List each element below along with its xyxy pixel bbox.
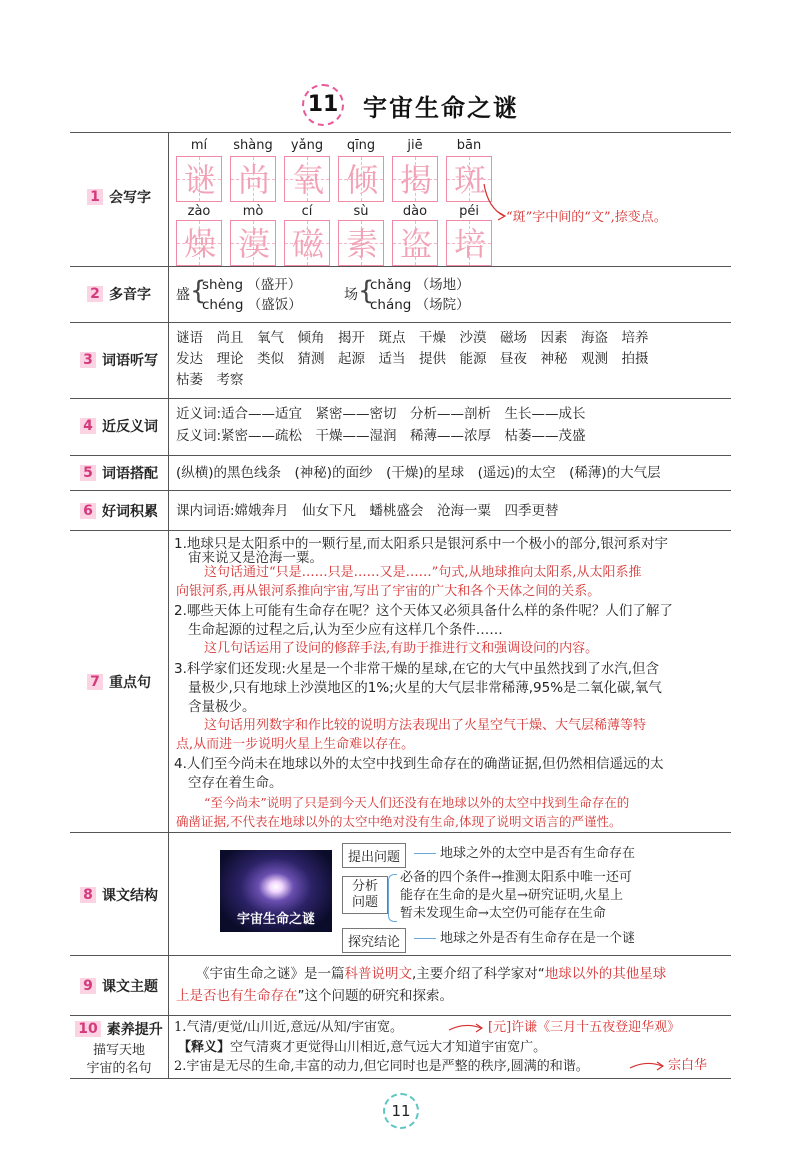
char-box (284, 156, 330, 202)
section-number: 9 (80, 978, 96, 994)
meaning-tag: 【释义】 (178, 1040, 231, 1055)
row-divider (70, 322, 731, 323)
key-sentence: 宙来说又是沧海一粟。 (188, 550, 323, 566)
pinyin: qīng (346, 138, 376, 153)
key-sentence: 1.地球只是太阳系中的一颗行星,而太阳系只是银河系中一个极小的部分,银河系对宇 (174, 536, 668, 552)
analysis-note: 这几句话运用了设问的修辞手法,有助于推进行文和强调设问的内容。 (204, 641, 599, 656)
analysis-note: 向银河系,再从银河系推向宇宙,写出了宇宙的广大和各个天体之间的关系。 (176, 584, 601, 599)
section-title: 词语搭配 (102, 466, 158, 482)
connector-line (414, 938, 436, 939)
char-box (392, 220, 438, 266)
theme-text: ,主要介绍了科学家对“ (412, 966, 545, 982)
section-10-label (70, 1019, 168, 1039)
quote: 2.宇宙是无尽的生命,丰富的动力,但它同时也是严整的秩序,圆满的和谐。 (174, 1059, 589, 1074)
section-title: 好词积累 (102, 504, 158, 520)
good-words: 课内词语:嫦娥奔月 仙女下凡 蟠桃盛会 沧海一粟 四季更替 (176, 503, 559, 519)
section-5-label (70, 461, 168, 485)
reading: chéng （盛饭） (202, 297, 302, 313)
lesson-number: 11 (302, 84, 344, 126)
quote-source: [元]许谦《三月十五夜登迎华观》 (488, 1020, 681, 1035)
analysis-note: 这句话通过“只是……只是……又是……”句式,从地球推向太阳系,从太阳系推 (204, 565, 642, 580)
section-8-label (70, 883, 168, 907)
char: 倾 (345, 161, 378, 199)
connector-line (414, 853, 436, 854)
section-number: 5 (80, 465, 96, 481)
box-line: 问题 (351, 895, 378, 910)
structure-text: 地球之外的太空中是否有生命存在 (440, 846, 636, 861)
section-number: 7 (87, 674, 103, 690)
structure-text: 能存在生命的是火星→研究证明,火星上 (400, 888, 624, 903)
section-title: 课文结构 (102, 888, 158, 904)
pinyin: mò (242, 204, 264, 219)
section-1-label (70, 185, 168, 209)
structure-box: 探究结论 (342, 928, 406, 953)
section-title: 词语听写 (102, 353, 158, 369)
section-title: 素养提升 (106, 1022, 163, 1038)
word-line: 谜语 尚且 氧气 倾角 揭开 斑点 干燥 沙漠 磁场 因素 海盗 培养 (176, 330, 649, 346)
page-number: 11 (383, 1093, 419, 1129)
key-sentence: 生命起源的过程之后,认为至少应有这样几个条件…… (188, 622, 503, 638)
quote-meaning (178, 1038, 546, 1058)
section-number: 1 (87, 189, 103, 205)
word-line: 发达 理论 类似 猜测 起源 适当 提供 能源 昼夜 神秘 观测 拍摄 (176, 351, 649, 367)
brace-icon: { (358, 276, 375, 306)
row-divider (70, 490, 731, 491)
char: 揭 (399, 161, 432, 199)
theme-text: 《宇宙生命之谜》是一篇 (196, 966, 345, 982)
char: 燥 (183, 225, 216, 263)
pinyin: mí (190, 138, 208, 153)
pinyin: dào (402, 204, 428, 219)
antonyms: 反义词:紧密——疏松 干燥——湿润 稀薄——浓厚 枯萎——茂盛 (176, 428, 586, 444)
section-6-label (70, 499, 168, 523)
char-box (176, 156, 222, 202)
section-title: 近反义词 (102, 419, 158, 435)
pinyin: cí (301, 204, 313, 219)
row-divider (70, 398, 731, 399)
arrow-icon (447, 1022, 485, 1034)
section-9-label (70, 974, 168, 998)
char: 培 (453, 225, 486, 263)
char-box (446, 156, 492, 202)
pinyin: yǎng (290, 138, 324, 153)
analysis-note: “至今尚未”说明了只是到今天人们还没有在地球以外的太空中找到生命存在的 (204, 795, 630, 810)
section-number: 2 (87, 286, 103, 302)
box-line: 分析 (351, 879, 378, 894)
row-divider (70, 832, 731, 833)
pinyin: bān (456, 138, 482, 153)
char-box (284, 220, 330, 266)
image-caption: 宇宙生命之谜 (236, 912, 315, 927)
lesson-title: 宇宙生命之谜 (363, 94, 519, 122)
section-number: 4 (80, 418, 96, 434)
char-box (176, 220, 222, 266)
key-sentence: 空存在着生命。 (188, 775, 283, 791)
analysis-note: 确凿证据,不代表在地球以外的太空中绝对没有生命,体现了说明文语言的严谨性。 (176, 814, 622, 829)
char: 斑 (453, 161, 486, 199)
char: 磁 (291, 225, 324, 263)
char-box (230, 156, 276, 202)
key-sentence: 3.科学家们还发现:火星是一个非常干燥的星球,在它的大气中虽然找到了水汽,但含 (174, 661, 660, 677)
theme-highlight: 上是否也有生命存在 (176, 988, 298, 1004)
quote-source: 宗白华 (668, 1058, 708, 1073)
structure-text: 必备的四个条件→推测太阳系中唯一还可 (400, 870, 632, 885)
column-divider (168, 132, 169, 1078)
key-sentence: 4.人们至今尚未在地球以外的太空中找到生命存在的确凿证据,但仍然相信遥远的太 (174, 756, 664, 772)
char-box (446, 220, 492, 266)
reading: shèng （盛开） (202, 277, 302, 293)
pinyin: péi (459, 204, 479, 219)
char: 尚 (237, 161, 270, 199)
structure-text: 暂未发现生命→太空仍可能存在生命 (400, 906, 606, 921)
bracket-icon (388, 874, 397, 922)
structure-box: 提出问题 (342, 843, 406, 868)
section-3-label (70, 348, 168, 372)
row-divider (70, 530, 731, 531)
row-divider (70, 955, 731, 956)
synonyms: 近义词:适合——适宜 紧密——密切 分析——剖析 生长——成长 (176, 406, 586, 422)
theme-highlight: 科普说明文 (344, 966, 412, 982)
arrow-icon (628, 1060, 666, 1072)
section-4-label (70, 414, 168, 438)
pinyin: shàng (233, 138, 273, 153)
section-number: 3 (80, 352, 96, 368)
char-box (230, 220, 276, 266)
pinyin: jiē (407, 138, 423, 153)
reading: cháng （场院） (370, 297, 470, 313)
section-subtitle: 描写天地 (92, 1043, 145, 1058)
section-2-label (70, 282, 168, 306)
word-line: 枯萎 考察 (176, 372, 244, 388)
char-box (338, 220, 384, 266)
char: 素 (345, 225, 378, 263)
quote: 1.气清/更觉/山川近,意远/从知/宇宙宽。 (174, 1020, 404, 1035)
char-box (338, 156, 384, 202)
theme-line (176, 986, 453, 1006)
theme-line (196, 964, 666, 984)
char: 氧 (291, 161, 324, 199)
analysis-note: 点,从而进一步说明火星上生命难以存在。 (176, 737, 415, 752)
structure-box (342, 876, 388, 914)
reading: chǎng （场地） (370, 277, 470, 293)
collocations: (纵横)的黑色线条 (神秘)的面纱 (干燥)的星球 (遥远)的太空 (稀薄)的大气层 (176, 465, 661, 481)
section-7-label (70, 670, 168, 694)
galaxy-image (220, 850, 332, 932)
structure-text: 地球之外是否有生命存在是一个谜 (440, 931, 636, 946)
pinyin: zào (187, 204, 211, 219)
key-sentence: 2.哪些天体上可能有生命存在呢？这个天体又必须具备什么样的条件呢？人们了解了 (174, 603, 673, 619)
brace-icon: { (190, 276, 207, 306)
section-number: 6 (80, 503, 96, 519)
polyphone-char: 盛 (176, 287, 190, 303)
char: 盗 (399, 225, 432, 263)
char: 漠 (237, 225, 270, 263)
section-title: 课文主题 (102, 979, 158, 995)
meaning-text: 空气清爽才更觉得山川相近,意气远大才知道宇宙宽广。 (230, 1040, 547, 1055)
pinyin: sù (353, 204, 369, 219)
theme-text: ”这个问题的研究和探索。 (297, 988, 453, 1004)
section-title: 会写字 (109, 190, 151, 206)
row-divider (70, 455, 731, 456)
section-number: 10 (75, 1021, 100, 1037)
section-subtitle: 宇宙的名句 (86, 1061, 152, 1076)
polyphone-char: 场 (344, 287, 358, 303)
char-box (392, 156, 438, 202)
char: 谜 (183, 161, 216, 199)
key-sentence: 量极少,只有地球上沙漠地区的1%;火星的大气层非常稀薄,95%是二氧化碳,氧气 (188, 680, 662, 696)
section-title: 多音字 (109, 287, 151, 303)
key-sentence: 含量极少。 (188, 699, 256, 715)
section-number: 8 (80, 887, 96, 903)
analysis-note: 这句话用列数字和作比较的说明方法表现出了火星空气干燥、大气层稀薄等特 (204, 718, 647, 733)
char-note: “斑”字中间的“文”,捺变点。 (506, 210, 667, 225)
table-border-bottom (70, 1078, 731, 1079)
theme-highlight: 地球以外的其他星球 (544, 966, 667, 982)
row-divider (70, 1015, 731, 1016)
table-border-top (70, 132, 731, 133)
section-title: 重点句 (109, 675, 151, 691)
